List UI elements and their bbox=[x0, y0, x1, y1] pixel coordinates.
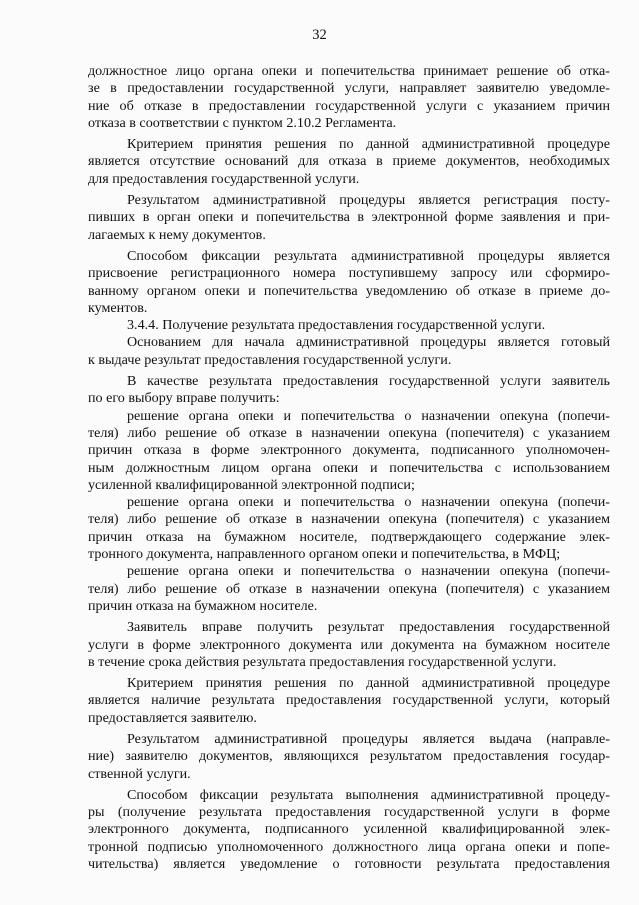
text-line: чительства) является уведомление о готовности результата предоставления bbox=[88, 856, 610, 873]
text-line: Результатом административной процедуры является выдача (направле- bbox=[127, 730, 610, 747]
text-line: тронной подписью уполномоченного должностного лица органа опеки и попе- bbox=[88, 838, 610, 855]
text-line: Способом фиксации результата административной процедуры является bbox=[127, 247, 610, 264]
text-line: к выдаче результат предоставления государственной услуги. bbox=[88, 351, 452, 368]
text-line: причин отказа в форме электронного документа, подписанного уполномочен- bbox=[88, 442, 610, 459]
document-body bbox=[88, 63, 610, 873]
text-line: Критерием принятия решения по данной административной процедуре bbox=[127, 136, 610, 153]
text-line: причин отказа на бумажном носителе, подтверждающего содержание элек- bbox=[88, 528, 610, 545]
text-line: по его выбору вправе получить: bbox=[88, 390, 280, 407]
text-line: должностное лицо органа опеки и попечительства принимает решение об отка- bbox=[88, 63, 610, 79]
text-line: Способом фиксации результата выполнения административной процеду- bbox=[127, 786, 610, 803]
text-line: Основанием для начала административной процедуры является готовый bbox=[127, 334, 610, 351]
text-line: предоставляется заявителю. bbox=[88, 709, 257, 726]
text-line: усиленной квалифицированной электронной подписи; bbox=[88, 476, 415, 493]
text-line: ственной услуги. bbox=[88, 765, 191, 782]
text-line: для предоставления государственной услуги. bbox=[88, 170, 360, 187]
text-line: присвоение регистрационного номера поступившему запросу или сформиро- bbox=[88, 265, 610, 282]
text-line: 3.4.4. Получение результата предоставления государственной услуги. bbox=[127, 317, 546, 334]
page-number: 32 bbox=[312, 27, 327, 43]
text-line: Заявитель вправе получить результат предоставления государственной bbox=[127, 619, 610, 636]
text-line: Критерием принятия решения по данной административной процедуре bbox=[127, 675, 610, 692]
text-line: ры (получение результата предоставления государственной услуги в форме bbox=[88, 804, 610, 821]
text-line: ние) заявителю документов, являющихся результатом предоставления государ- bbox=[88, 748, 610, 765]
text-line: услуги в форме электронного документа или документа на бумажном носителе bbox=[88, 636, 610, 653]
text-line: Результатом административной процедуры является регистрация посту- bbox=[127, 192, 610, 209]
text-line: в течение срока действия результата предоставления государственной услуги. bbox=[88, 653, 557, 670]
text-line: решение органа опеки и попечительства о назначении опекуна (попечи- bbox=[127, 407, 610, 424]
text-line: зе в предоставлении государственной услуги, направляет заявителю уведомле- bbox=[88, 80, 610, 97]
text-line: пивших в орган опеки и попечительства в электронной форме заявления и при- bbox=[88, 209, 610, 226]
text-line: ванному органом опеки и попечительства уведомлению об отказе в приеме до- bbox=[88, 282, 610, 299]
text-line: ным должностным лицом органа опеки и попечительства с использованием bbox=[88, 459, 610, 476]
text-line: решение органа опеки и попечительства о назначении опекуна (попечи- bbox=[127, 494, 610, 511]
text-line: В качестве результата предоставления государственной услуги заявитель bbox=[127, 373, 610, 390]
text-line: теля) либо решение об отказе в назначении опекуна (попечителя) с указанием bbox=[88, 580, 610, 597]
text-line: причин отказа на бумажном носителе. bbox=[88, 597, 318, 614]
text-line: кументов. bbox=[88, 299, 148, 316]
text-line: тронного документа, направленного органом опеки и попечительства, в МФЦ; bbox=[88, 546, 561, 563]
text-line: ние об отказе в предоставлении государственной услуги с указанием причин bbox=[88, 97, 610, 114]
text-line: электронного документа, подписанного усиленной квалифицированной элек- bbox=[88, 821, 610, 838]
text-line: является отсутствие оснований для отказа в приеме документов, необходимых bbox=[88, 153, 610, 170]
text-line: является наличие результата предоставления государственной услуги, который bbox=[88, 692, 610, 709]
text-line: отказа в соответствии с пунктом 2.10.2 Регламента. bbox=[88, 114, 397, 131]
text-line: теля) либо решение об отказе в назначении опекуна (попечителя) с указанием bbox=[88, 424, 610, 441]
text-line: лагаемых к нему документов. bbox=[88, 226, 266, 243]
text-line: теля) либо решение об отказе в назначении опекуна (попечителя) с указанием bbox=[88, 511, 610, 528]
text-line: решение органа опеки и попечительства о назначении опекуна (попечи- bbox=[127, 563, 610, 580]
